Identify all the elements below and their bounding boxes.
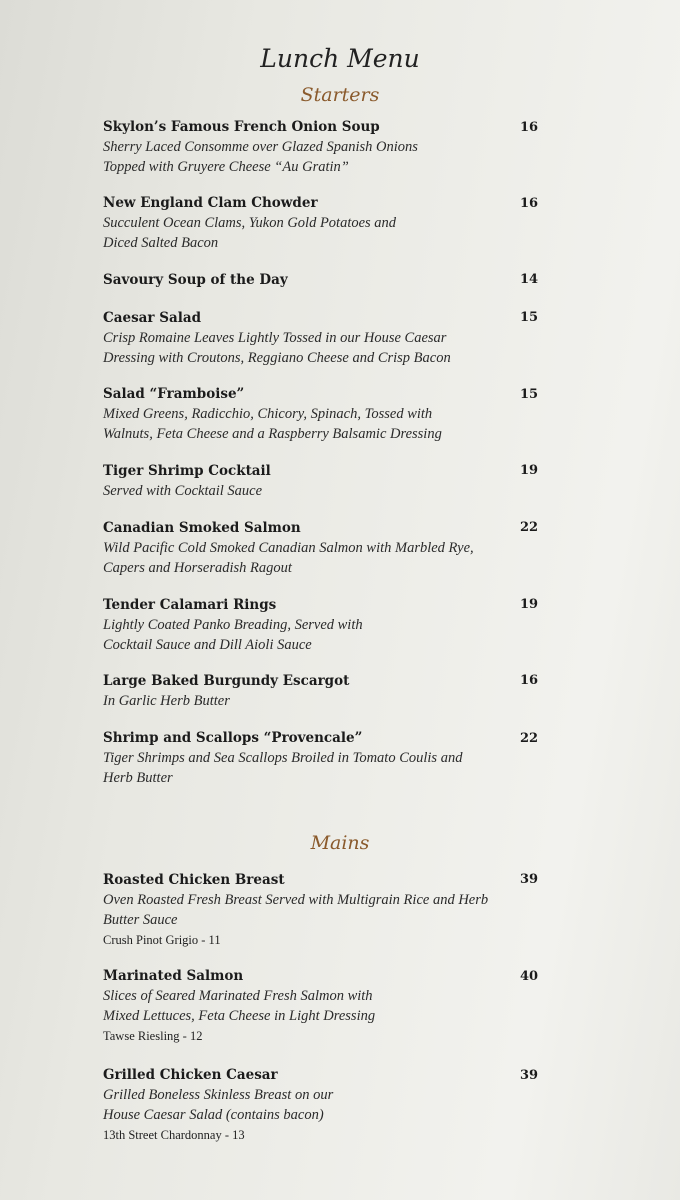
wine-pairing: Tawse Riesling - 12 — [103, 1029, 203, 1043]
item-name: Tender Calamari Rings — [103, 597, 277, 613]
item-description: Cocktail Sauce and Dill Aioli Sauce — [103, 637, 312, 653]
item-description: Lightly Coated Panko Breading, Served with — [103, 617, 363, 633]
item-description: Crisp Romaine Leaves Lightly Tossed in our House Caesar — [103, 330, 447, 346]
item-description: Mixed Greens, Radicchio, Chicory, Spinach, Tossed with — [103, 406, 433, 422]
item-price: 19 — [519, 597, 539, 612]
item-price: 16 — [519, 196, 539, 211]
item-name: Savoury Soup of the Day — [103, 272, 288, 288]
item-price: 15 — [519, 310, 539, 325]
item-price: 22 — [519, 731, 539, 746]
item-description: Tiger Shrimps and Sea Scallops Broiled in Tomato Coulis and — [103, 750, 463, 766]
item-name: Tiger Shrimp Cocktail — [103, 463, 271, 479]
item-description: Oven Roasted Fresh Breast Served with Multigrain Rice and Herb — [103, 892, 489, 908]
item-description: Diced Salted Bacon — [103, 235, 219, 251]
menu-item — [103, 385, 533, 444]
wine-pairing: 13th Street Chardonnay - 13 — [103, 1128, 245, 1142]
menu-item — [103, 309, 533, 368]
section-title-mains: Mains — [310, 832, 370, 854]
item-description: Sherry Laced Consomme over Glazed Spanish Onions — [103, 139, 418, 155]
menu-item — [103, 729, 533, 788]
menu-item — [103, 271, 533, 290]
item-price: 19 — [519, 463, 539, 478]
item-name: Large Baked Burgundy Escargot — [103, 673, 350, 689]
item-description: Herb Butter — [103, 770, 173, 786]
item-name: Caesar Salad — [103, 310, 202, 326]
item-price: 22 — [519, 520, 539, 535]
item-description: House Caesar Salad (contains bacon) — [103, 1107, 324, 1123]
menu-item — [103, 967, 533, 1046]
item-description: Wild Pacific Cold Smoked Canadian Salmon with Marbled Rye, — [103, 540, 474, 556]
item-name: Marinated Salmon — [103, 968, 244, 984]
item-price: 40 — [519, 969, 539, 984]
item-name: Salad “Framboise” — [103, 386, 245, 402]
item-price: 16 — [519, 673, 539, 688]
item-price: 16 — [519, 120, 539, 135]
menu-item — [103, 462, 533, 501]
item-description: Butter Sauce — [103, 912, 178, 928]
item-price: 14 — [519, 272, 539, 287]
item-description: Succulent Ocean Clams, Yukon Gold Potatoes and — [103, 215, 397, 231]
menu-item — [103, 118, 533, 177]
item-description: Slices of Seared Marinated Fresh Salmon with — [103, 988, 373, 1004]
menu-item — [103, 1066, 533, 1145]
item-description: Grilled Boneless Skinless Breast on our — [103, 1087, 334, 1103]
item-description: Mixed Lettuces, Feta Cheese in Light Dressing — [103, 1008, 376, 1024]
section-title-starters: Starters — [300, 84, 380, 106]
item-name: New England Clam Chowder — [103, 195, 318, 211]
menu-item — [103, 519, 533, 578]
menu-item — [103, 596, 533, 655]
menu-title: Lunch Menu — [260, 44, 420, 73]
item-name: Skylon’s Famous French Onion Soup — [103, 119, 380, 135]
wine-pairing: Crush Pinot Grigio - 11 — [103, 933, 221, 947]
item-name: Grilled Chicken Caesar — [103, 1067, 278, 1083]
item-name: Canadian Smoked Salmon — [103, 520, 301, 536]
item-description: Topped with Gruyere Cheese “Au Gratin” — [103, 159, 349, 175]
item-description: Capers and Horseradish Ragout — [103, 560, 292, 576]
menu-item — [103, 672, 533, 711]
item-description: Dressing with Croutons, Reggiano Cheese and Crisp Bacon — [103, 350, 451, 366]
item-price: 39 — [519, 872, 539, 887]
item-price: 15 — [519, 387, 539, 402]
item-description: Served with Cocktail Sauce — [103, 483, 263, 499]
item-name: Shrimp and Scallops “Provencale” — [103, 730, 363, 746]
menu-item — [103, 871, 533, 950]
item-description: In Garlic Herb Butter — [103, 693, 230, 709]
item-name: Roasted Chicken Breast — [103, 872, 285, 888]
item-price: 39 — [519, 1068, 539, 1083]
menu-item — [103, 194, 533, 253]
item-description: Walnuts, Feta Cheese and a Raspberry Balsamic Dressing — [103, 426, 442, 442]
